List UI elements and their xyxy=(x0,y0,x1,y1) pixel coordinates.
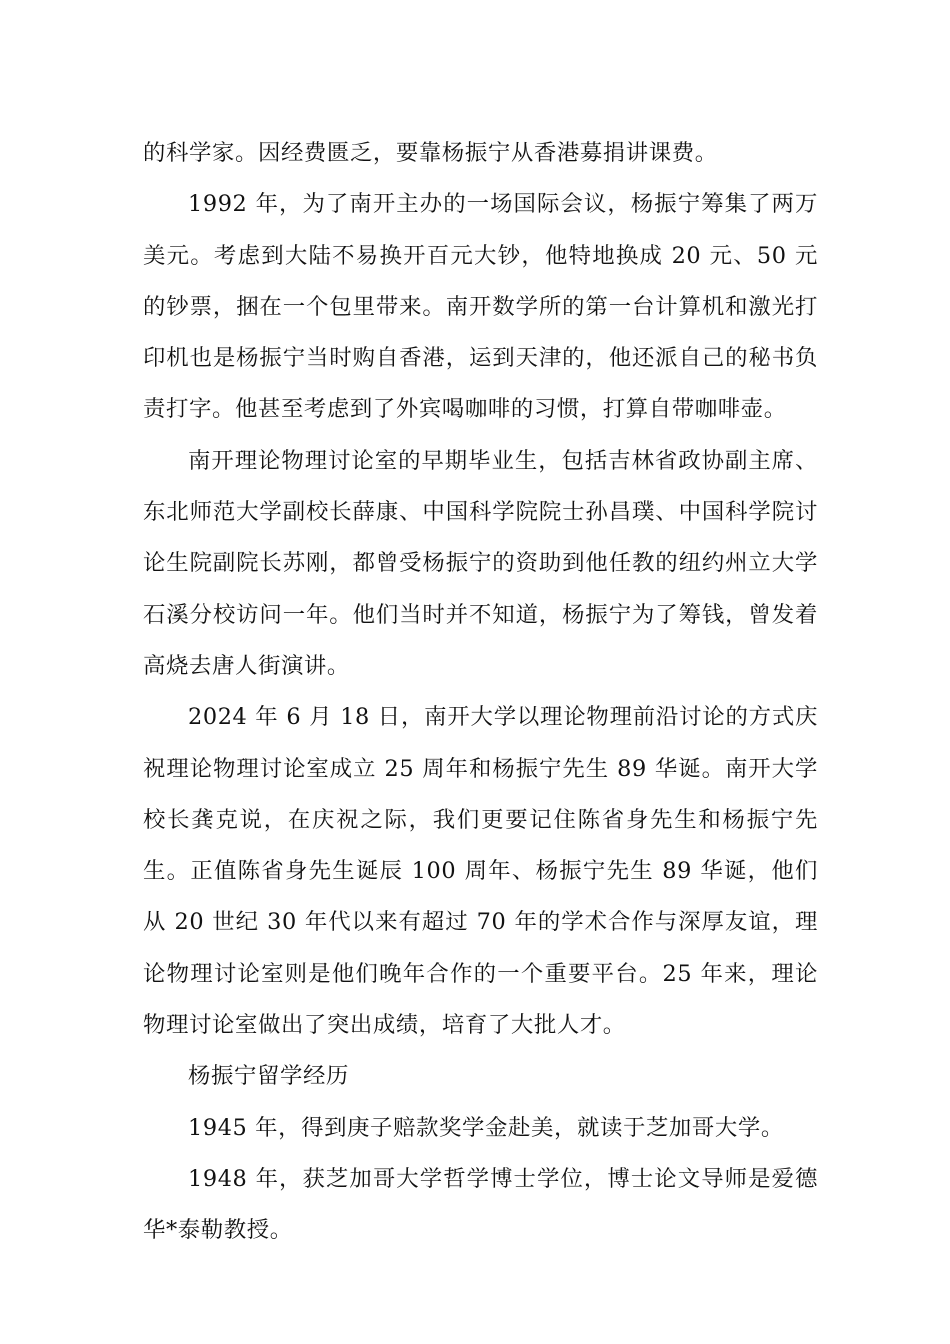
paragraph-1992-conference: 1992 年，为了南开主办的一场国际会议，杨振宁筹集了两万美元。考虑到大陆不易换开百元大钞，他特地换成 20 元、50 元的钞票，捆在一个包里带来。南开数学所的第一台计算机和激光打印机也是杨振宁当时购自香港，运到天津的，他还派自己的秘书负责打字。他甚至考虑到了外宾喝咖啡的习惯，打算自带咖啡壶。 xyxy=(143,191,818,423)
section-heading-study-abroad: 杨振宁留学经历 xyxy=(188,1063,349,1090)
paragraph-1945: 1945 年，得到庚子赔款奖学金赴美，就读于芝加哥大学。 xyxy=(188,1114,784,1141)
paragraph-1948: 1948 年，获芝加哥大学哲学博士学位，博士论文导师是爱德华*泰勒教授。 xyxy=(143,1165,818,1244)
paragraph-continuation: 的科学家。因经费匮乏，要靠杨振宁从香港募捐讲课费。 xyxy=(143,140,718,166)
paragraph-early-graduates: 南开理论物理讨论室的早期毕业生，包括吉林省政协副主席、东北师范大学副校长薛康、中国科学院院士孙昌璞、中国科学院讨论生院副院长苏刚，都曾受杨振宁的资助到他任教的纽约州立大学石溪分校访问一年。他们当时并不知道，杨振宁为了筹钱，曾发着高烧去唐人街演讲。 xyxy=(143,447,818,679)
paragraph-2024-celebration: 2024 年 6 月 18 日，南开大学以理论物理前沿讨论的方式庆祝理论物理讨论室成立 25 周年和杨振宁先生 89 华诞。南开大学校长龚克说，在庆祝之际，我们更要记住陈省身先生和杨振宁先生。正值陈省身先生诞辰 100 周年、杨振宁先生 89 华诞，他们从 20 世纪 30 年代以来有超过 70 年的学术合作与深厚友谊，理论物理讨论室则是他们晚年合作的一个重要平台。25 年来，理论物理讨论室做出了突出成绩，培育了大批人才。 xyxy=(143,704,818,1039)
document-body xyxy=(143,128,818,1257)
